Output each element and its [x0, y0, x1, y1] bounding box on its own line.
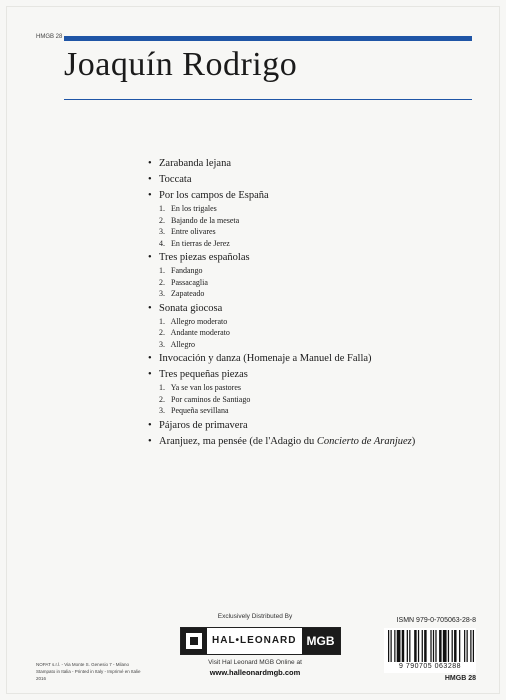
subitem-name: Entre olivares [171, 227, 216, 236]
barcode-bar [418, 630, 419, 662]
contents-group [148, 156, 478, 171]
contents-item-title-italic: Concierto de Aranjuez [316, 435, 412, 447]
barcode-number: 9 790705 063288 [399, 663, 461, 670]
barcode-bar [454, 630, 456, 662]
subitem-name: Bajando de la meseta [171, 215, 240, 225]
subitem-number: 2. [159, 215, 165, 225]
contents-item-title: Tres piezas españolas [159, 252, 250, 263]
contents-subitem [148, 238, 478, 250]
barcode-bar [443, 630, 447, 662]
contents-group [148, 188, 478, 249]
barcode-bar [394, 630, 395, 662]
composer-rule [64, 99, 472, 100]
subitem-name: Fandango [171, 266, 203, 275]
subitem-number: 1. [159, 266, 165, 275]
subitem-number: 3. [159, 227, 165, 236]
contents-group [148, 250, 478, 300]
barcode-bar [414, 630, 416, 662]
contents-item-title: Sonata giocosa [159, 302, 223, 314]
top-accent-bar [64, 36, 472, 41]
barcode-bar [464, 630, 465, 662]
distributed-by-text: Exclusively Distributed By [217, 613, 293, 620]
contents-item-title-end: ) [411, 435, 416, 447]
contents-subitem [148, 203, 478, 215]
bullet-icon: • [148, 435, 152, 447]
barcode-bar [452, 630, 453, 662]
contents-group [148, 172, 478, 187]
subitem-name: Ya se van los pastores [170, 383, 241, 392]
contents-item [148, 434, 478, 449]
barcode-bar [402, 630, 404, 662]
barcode-bar [448, 630, 449, 662]
subitem-name: Pequeña sevillana [171, 406, 229, 415]
barcode-bar [424, 630, 426, 662]
hal-leonard-logo-text: HAL•LEONARD [207, 628, 302, 654]
contents-group [148, 301, 478, 351]
bullet-icon: • [148, 369, 152, 380]
barcode-bar [409, 630, 410, 662]
contents-group [148, 367, 478, 417]
bullet-icon: • [148, 158, 152, 169]
barcode-bars [388, 630, 474, 662]
bullet-icon: • [148, 419, 152, 431]
subitem-number: 1. [159, 204, 165, 213]
barcode-bar [422, 630, 423, 662]
contents-item [148, 418, 478, 433]
printer-line-2: Stampato in Italia - Printed in Italy - Imprimé en Italie 2016 [36, 669, 141, 681]
contents-item-title: Pájaros de primavera [159, 419, 248, 431]
bullet-icon: • [148, 252, 152, 263]
contents-item [148, 250, 478, 265]
bullet-icon: • [148, 302, 152, 314]
contents-group [148, 434, 478, 449]
contents-subitem [148, 277, 478, 289]
contents-subitem [148, 316, 478, 328]
contents-subitem [148, 226, 478, 238]
contents-item [148, 172, 478, 187]
contents-item-title: Tres pequeñas piezas [159, 369, 248, 380]
subitem-number: 1. [159, 383, 165, 392]
subitem-name: Zapateado [171, 289, 205, 298]
barcode-bar [390, 630, 391, 662]
bullet-icon: • [148, 353, 152, 364]
contents-item [148, 301, 478, 316]
subitem-number: 2. [159, 277, 165, 287]
hal-leonard-logo [180, 627, 341, 655]
subitem-name: Passacaglia [171, 277, 208, 287]
hal-leonard-logo-mark [181, 628, 207, 654]
barcode-bar [433, 630, 434, 662]
barcode-bar [388, 630, 389, 662]
subitem-number: 1. [159, 316, 165, 326]
barcode-bar [407, 630, 408, 662]
contents-item-title-start: Aranjuez, ma pensée (de l'Adagio du [159, 435, 317, 447]
contents-item-title: Toccata [159, 174, 192, 185]
contents-item-title: Por los campos de España [159, 190, 269, 201]
subitem-name: En tierras de Jerez [171, 238, 230, 248]
contents-subitem [148, 288, 478, 300]
barcode-bar [473, 630, 474, 662]
barcode-bar [439, 630, 441, 662]
contents-subitem [148, 339, 478, 351]
barcode-bar [459, 630, 460, 662]
contents-subitem [148, 327, 478, 339]
bullet-icon: • [148, 190, 152, 201]
mgb-logo-text: MGB [302, 628, 340, 654]
barcode-bar [430, 630, 431, 662]
contents-item [148, 367, 478, 382]
subitem-number: 3. [159, 339, 165, 349]
subitem-name: Andante moderato [170, 328, 230, 337]
contents-subitem [148, 265, 478, 277]
website-url: www.halleonardmgb.com [209, 668, 301, 677]
printer-line-1: NOPAT s.r.l. - Via Monte S. Genesio 7 - Milano [36, 662, 129, 667]
subitem-number: 3. [159, 406, 165, 415]
printer-info [36, 661, 146, 682]
subitem-number: 3. [159, 289, 165, 298]
contents-subitem [148, 405, 478, 417]
subitem-number: 2. [159, 394, 165, 404]
catalog-code-top: HMGB 28 [36, 34, 63, 40]
contents-item [148, 188, 478, 203]
subitem-number: 4. [159, 238, 165, 248]
contents-subitem [148, 394, 478, 406]
catalog-code-bottom: HMGB 28 [444, 675, 476, 682]
contents-list [148, 156, 478, 450]
subitem-number: 2. [159, 328, 165, 337]
contents-group [148, 418, 478, 433]
composer-name: Joaquín Rodrigo [64, 46, 298, 83]
contents-subitem [148, 215, 478, 227]
barcode-bar [470, 630, 471, 662]
barcode-bar [397, 630, 401, 662]
subitem-name: En los trigales [171, 204, 217, 213]
contents-item [148, 351, 478, 366]
subitem-name: Por caminos de Santiago [171, 394, 251, 404]
contents-group [148, 351, 478, 366]
subitem-name: Allegro [170, 339, 195, 349]
contents-item-title: Invocación y danza (Homenaje a Manuel de Falla) [159, 353, 372, 364]
contents-item-title: Zarabanda lejana [159, 158, 231, 169]
bullet-icon: • [148, 174, 152, 185]
barcode-box [384, 628, 476, 673]
barcode-bar [467, 630, 468, 662]
subitem-name: Allegro moderato [170, 316, 228, 326]
barcode-bar [435, 630, 436, 662]
visit-online-text: Visit Hal Leonard MGB Online at [208, 659, 302, 666]
contents-subitem [148, 382, 478, 394]
ismn-number: ISMN 979-0-705063-28-8 [396, 617, 476, 624]
contents-item [148, 156, 478, 171]
